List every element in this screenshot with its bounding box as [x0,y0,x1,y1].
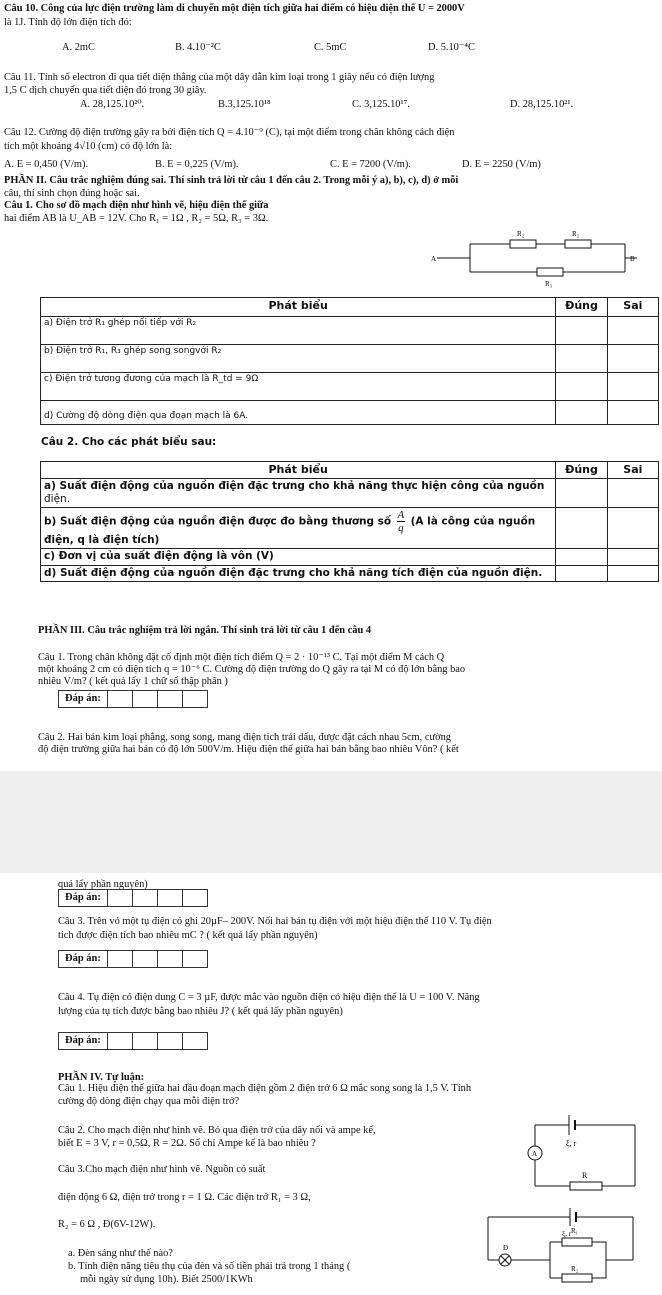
fig2-source-label: ξ, r [562,1230,571,1238]
answer-cell[interactable] [158,691,183,707]
fig1-r-label: R [582,1171,588,1180]
answer-cell-false[interactable] [607,401,658,425]
q12-option-d: D. E = 2250 (V/m) [462,159,541,170]
table1-row-a: a) Điện trở R₁ ghép nối tiếp với R₂ [41,317,556,345]
answer-cell[interactable] [158,1033,183,1049]
p3-q1-line2: một khoảng 2 cm có điện tích q = 10⁻⁶ C. Cường độ điện trường do Q gây ra tại M có độ lớn bằng bao [38,664,466,675]
p3-q1-line3: nhiêu V/m? ( kết quả lấy 1 chữ số thập phân ) [38,676,228,687]
table-row [41,317,659,345]
p2-q1-line2: hai điểm AB là U_AB = 12V. Cho R₁ = 1Ω , R₂ = 5Ω, R₃ = 3Ω. [4,213,269,224]
answer-cell-true[interactable] [556,549,607,565]
page-gap [0,771,662,873]
p3-q1-answer-box[interactable] [58,690,208,708]
p3-q1-line1: Câu 1. Trong chân không đặt cố định một điện tích điểm Q = 2 · 10⁻¹³ C. Tại một điểm M cách Q [38,652,445,663]
p2-q2-title: Câu 2. Cho các phát biểu sau: [41,436,217,448]
q11-option-b: B.3,125.10¹⁸ [218,99,271,110]
p3-q3-line2: tích được điện tích bao nhiêu mC ? ( kết quả lấy phần nguyên) [58,930,318,941]
answer-cell[interactable] [133,1033,158,1049]
answer-cell[interactable] [183,1033,207,1049]
p3-q3-line1: Câu 3. Trên vỏ một tụ điện có ghi 20µF– 200V. Nối hai bản tụ điện với một hiệu điện thế 110 V. Tụ điện [58,916,492,927]
table1-row-d: d) Cường độ dòng điện qua đoạn mạch là 6A. [41,401,556,425]
answer-label: Đáp án: [59,1033,108,1049]
answer-cell-true[interactable] [556,373,607,401]
table-row [41,345,659,373]
table-row [41,549,659,565]
p2-q1-line1: Câu 1. Cho sơ đồ mạch điện như hình vẽ, hiệu điện thế giữa [4,200,269,211]
q10-option-b: B. 4.10⁻²C [175,42,221,53]
answer-cell-false[interactable] [607,508,658,549]
table2-header-false: Sai [607,462,658,479]
table-row [41,401,659,425]
table2-row-c: c) Đơn vị của suất điện động là vôn (V) [41,549,556,565]
q10-option-d: D. 5.10⁻⁴C [428,42,475,53]
table2-header-true: Đúng [556,462,607,479]
table-row [41,508,659,549]
table-row [41,565,659,581]
q11-option-d: D. 28,125.10²¹. [510,99,574,110]
fig2-lamp-label: Đ [503,1244,509,1252]
answer-cell[interactable] [133,890,158,906]
part2-heading: PHẦN II. Câu trắc nghiệm đúng sai. Thí sinh trả lời từ câu 1 đến câu 2. Trong mỗi ý a), b), c), d) ở mỗi [4,175,459,186]
q10-option-c: C. 5mC [314,42,347,53]
table1-header-true: Đúng [556,298,607,317]
answer-cell[interactable] [133,951,158,967]
q10-line2: là 1J. Tính độ lớn điện tích đó: [4,17,132,28]
answer-cell[interactable] [183,691,207,707]
p4-q1-line2: cường độ dòng điện chạy qua mỗi điện trở? [58,1096,240,1107]
answer-cell[interactable] [108,890,133,906]
answer-cell[interactable] [183,951,207,967]
q12-line2: tích một khoảng 4√10 (cm) có độ lớn là: [4,141,173,152]
p3-q4-line2: lượng của tụ tích được bằng bao nhiêu J? ( kết quả lấy phần nguyên) [58,1006,343,1017]
circuit-label-r3: R₃ [545,280,553,288]
answer-cell[interactable] [108,1033,133,1049]
answer-cell[interactable] [108,691,133,707]
part3-heading: PHẦN III. Câu trắc nghiệm trả lời ngắn. Thí sinh trả lời từ câu 1 đến câu 4 [38,625,372,636]
table1-header-statement: Phát biểu [41,298,556,317]
table1-row-b: b) Điện trở R₁, R₃ ghép song songvới R₂ [41,345,556,373]
answer-cell-true[interactable] [556,565,607,581]
circuit-label-r2b: R₂ [572,230,580,238]
part2-heading-line2: câu, thí sinh chọn đúng hoặc sai. [4,188,140,199]
q10-option-a: A. 2mC [62,42,95,53]
table-row [41,479,659,508]
table-row [41,373,659,401]
answer-label: Đáp án: [59,890,108,906]
answer-cell-false[interactable] [607,317,658,345]
fig1-ammeter-label: A [532,1150,538,1158]
q12-line1: Câu 12. Cường độ điện trường gây ra bởi điện tích Q = 4.10⁻⁹ (C), tại một điểm trong chân không cách điện [4,127,455,138]
p3-q2-line1: Câu 2. Hai bản kim loại phẳng, song song, mang điện tích trái dấu, được đặt cách nhau 5cm, cường [38,732,451,743]
table2-row-d: d) Suất điện động của nguồn điện đặc trưng cho khả năng tích điện của nguồn điện. [41,565,556,581]
fig2-r2-label: R₂ [571,1265,579,1273]
answer-cell-false[interactable] [607,479,658,508]
p4-q1-line1: Câu 1. Hiệu điện thế giữa hai đầu đoạn mạch điện gồm 2 điện trở 6 Ω mắc song song là 1,5 V. Tính [58,1083,472,1094]
p3-q4-line1: Câu 4. Tụ điện có điện dung C = 3 µF, được mắc vào nguồn điện có hiệu điện thế là U = 100 V. Năng [58,992,480,1003]
answer-cell-true[interactable] [556,345,607,373]
true-false-table-2 [40,461,659,582]
p3-q2-answer-box[interactable] [58,889,208,907]
p4-q3-line3: R₂ = 6 Ω , Đ(6V-12W). [58,1219,156,1230]
q12-option-a: A. E = 0,450 (V/m). [4,159,89,170]
answer-cell-true[interactable] [556,508,607,549]
p3-q2-line2: độ điện trường giữa hai bản có độ lớn 500V/m. Hiệu điện thế giữa hai bản bằng bao nhiêu Vôn? ( kết [38,744,459,755]
circuit-diagram-lamp [478,1200,648,1292]
table2-row-a: a) Suất điện động của nguồn điện đặc trưng cho khả năng thực hiện công của nguồn điện. [41,479,556,508]
circuit-label-b: B [630,255,635,263]
p4-q2-line1: Câu 2. Cho mạch điện như hình vẽ. Bỏ qua điện trở của dây nối và ampe kế, [58,1125,376,1136]
answer-cell-true[interactable] [556,479,607,508]
answer-cell[interactable] [133,691,158,707]
table2-header-statement: Phát biểu [41,462,556,479]
answer-cell-false[interactable] [607,345,658,373]
true-false-table-1 [40,297,659,425]
answer-cell[interactable] [108,951,133,967]
answer-cell[interactable] [158,890,183,906]
q11-option-a: A. 28,125.10²⁰. [80,99,145,110]
answer-cell-false[interactable] [607,549,658,565]
answer-cell[interactable] [183,890,207,906]
p3-q2-line3: quả lấy phần nguyên) [58,879,148,890]
table1-header-false: Sai [607,298,658,317]
p4-q3-part-b: b. Tính điện năng tiêu thụ của đèn và số tiền phải trả trong 1 tháng ( [68,1261,351,1272]
fig2-r1-label: R₁ [571,1227,579,1235]
p3-q4-answer-box[interactable] [58,1032,208,1050]
p4-q2-line2: biết E = 3 V, r = 0,5Ω, R = 2Ω. Số chỉ Ampe kế là bao nhiêu ? [58,1138,316,1149]
table1-row-c: c) Điện trở tương đương của mạch là R_td = 9Ω [41,373,556,401]
q12-option-c: C. E = 7200 (V/m). [330,159,411,170]
answer-cell-false[interactable] [607,373,658,401]
q11-line2: 1,5 C dịch chuyển qua tiết diện đó trong 30 giây. [4,85,207,96]
p4-q3-part-a: a. Đèn sáng như thế nào? [68,1248,173,1259]
answer-cell-false[interactable] [607,565,658,581]
table2-row-b: b) Suất điện động của nguồn điện được đo bằng thương số $\frac{A}{q}$ (A là công của nguồn điện, q là điện tích) [41,508,556,549]
fig1-source-label: ξ, r [566,1139,577,1148]
p4-q3-part-c: mỗi ngày sử dụng 10h). Biết 2500/1KWh [80,1274,253,1285]
q11-line1: Câu 11. Tính số electron đi qua tiết diện thẳng của một dây dẫn kim loại trong 1 giây nếu có điện lượng [4,72,435,83]
q11-option-c: C. 3,125.10¹⁷. [352,99,410,110]
circuit-diagram-ammeter [520,1108,655,1198]
p3-q3-answer-box[interactable] [58,950,208,968]
circuit-diagram-ab [425,226,650,288]
answer-cell[interactable] [158,951,183,967]
p4-q3-line2: điện động 6 Ω, điện trở trong r = 1 Ω. Các điện trở R₁ = 3 Ω, [58,1192,311,1203]
circuit-label-r2a: R₂ [517,230,525,238]
q12-option-b: B. E = 0,225 (V/m). [155,159,239,170]
answer-cell-true[interactable] [556,317,607,345]
part4-heading: PHẦN IV. Tự luận: [58,1072,145,1083]
circuit-label-a: A [431,255,437,263]
p4-q3-line1: Câu 3.Cho mạch điện như hình vẽ. Nguồn có suất [58,1164,266,1175]
answer-cell-true[interactable] [556,401,607,425]
q10-line1: Câu 10. Công của lực điện trường làm di chuyển một điện tích giữa hai điểm có hiệu điện thế U = 2000V [4,3,465,14]
answer-label: Đáp án: [59,691,108,707]
answer-label: Đáp án: [59,951,108,967]
